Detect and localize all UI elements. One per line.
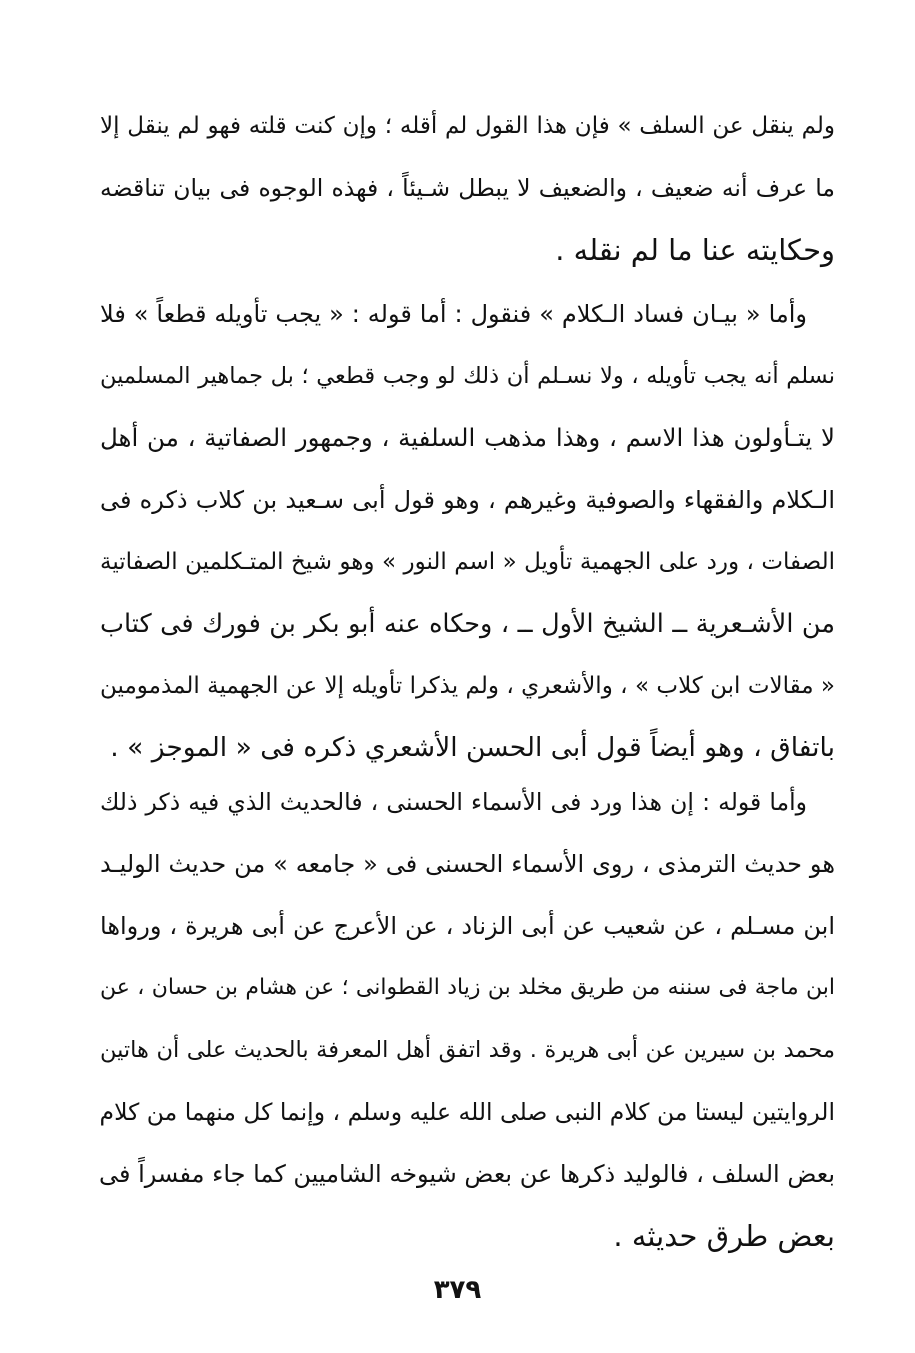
text-line: الروايتين ليستا من كلام النبى صلى الله عليه وسلم ، وإنما كل منهما من كلام [99,1098,835,1126]
text-line: بعض السلف ، فالوليد ذكرها عن بعض شيوخه الشاميين كما جاء مفسراً فى [99,1160,835,1188]
text-line: محمد بن سيرين عن أبى هريرة . وقد اتفق أهل المعرفة بالحديث على أن هاتين [100,1037,835,1063]
text-line: هو حديث الترمذى ، روى الأسماء الحسنى فى « جامعه » من حديث الوليـد [100,850,835,878]
page-number: ٣٧٩ [433,1275,482,1305]
text-line: وأما قوله : إن هذا ورد فى الأسماء الحسنى ، فالحديث الذي فيه ذكر ذلك [100,788,807,816]
text-line: ولم ينقل عن السلف » فإن هذا القول لم أقله ؛ وإن كنت قلته فهو لم ينقل إلا [100,113,835,139]
text-line: من الأشـعرية ــ الشيخ الأول ــ ، وحكاه عنه أبو بكر بن فورك فى كتاب [100,609,835,639]
text-line: « مقالات ابن كلاب » ، والأشعري ، ولم يذكرا تأويله إلا عن الجهمية المذمومين [100,673,835,699]
text-line: الـكلام والفقهاء والصوفية وغيرهم ، وهو قول أبى سـعيد بن كلاب ذكره فى [100,486,835,514]
text-line: نسلم أنه يجب تأويله ، ولا نسـلم أن ذلك لو وجب قطعي ؛ بل جماهير المسلمين [100,363,835,389]
text-line: ما عرف أنه ضعيف ، والضعيف لا يبطل شـيئاً ، فهذه الوجوه فى بيان تناقضه [100,174,835,202]
text-line: لا يتـأولون هذا الاسم ، وهذا مذهب السلفية ، وجمهور الصفاتية ، من أهل [100,423,835,452]
text-line: باتفاق ، وهو أيضاً قول أبى الحسن الأشعري ذكره فى « الموجز » . [110,732,835,763]
text-line: بعض طرق حديثه . [613,1219,835,1253]
paragraph-1 [100,95,835,281]
paragraph-3 [100,771,835,1267]
text-line: وحكايته عنا ما لم نقله . [555,233,835,267]
paragraph-2 [100,283,835,779]
text-line: الصفات ، ورد على الجهمية تأويل « اسم النور » وهو شيخ المتـكلمين الصفاتية [100,549,835,575]
text-line: وأما « بيـان فساد الـكلام » فنقول : أما قوله : « يجب تأويله قطعاً » فلا [100,300,807,328]
text-line: ابن ماجة فى سننه من طريق مخلد بن زياد القطوانى ؛ عن هشام بن حسان ، عن [100,975,835,1000]
text-line: ابن مسـلم ، عن شعيب عن أبى الزناد ، عن الأعرج عن أبى هريرة ، ورواها [100,912,835,940]
